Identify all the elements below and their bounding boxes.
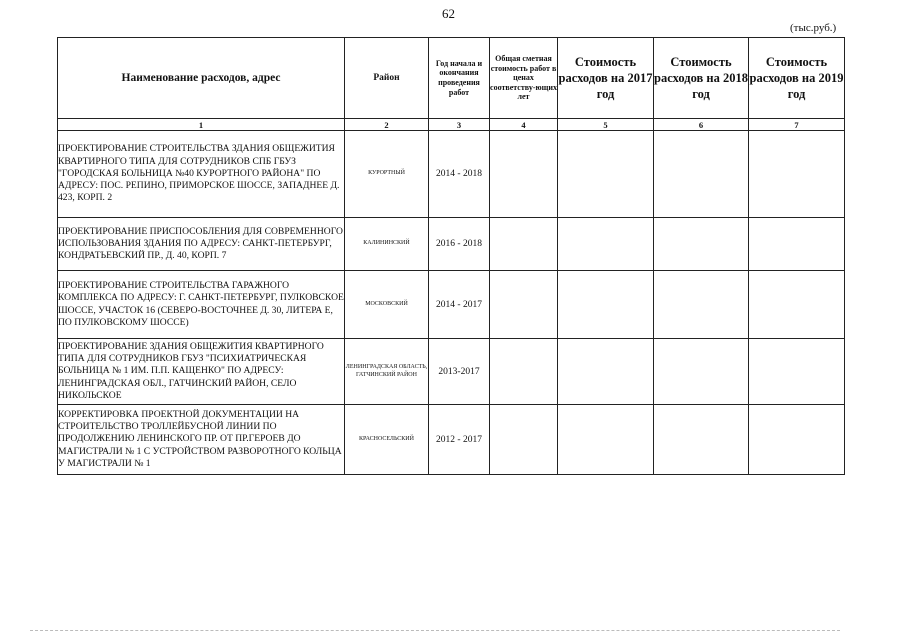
column-number: 3 (429, 119, 490, 131)
row-cost-2018-cell (654, 339, 749, 405)
row-cost-2017-cell (558, 271, 654, 339)
row-cost-2017-cell (558, 405, 654, 475)
row-years: 2014 - 2018 (429, 131, 490, 218)
row-years: 2016 - 2018 (429, 218, 490, 271)
row-name: ПРОЕКТИРОВАНИЕ СТРОИТЕЛЬСТВА ГАРАЖНОГО КОМПЛЕКСА ПО АДРЕСУ: Г. САНКТ-ПЕТЕРБУРГ, ПУЛКОВСКОЕ ШОССЕ, УЧАСТОК 16 (СЕВЕРО-ВОСТОЧНЕЕ Д. 30, ЛИТЕРА Е, ПО ПУЛКОВСКОМУ ШОССЕ) (58, 271, 345, 339)
header-years: Год начала и окончания проведения работ (429, 38, 490, 119)
row-name: КОРРЕКТИРОВКА ПРОЕКТНОЙ ДОКУМЕНТАЦИИ НА СТРОИТЕЛЬСТВО ТРОЛЛЕЙБУСНОЙ ЛИНИИ ПО ПРОДОЛЖЕНИЮ ЛЕНИНСКОГО ПР. ОТ ПР.ГЕРОЕВ ДО МАГИСТРАЛИ № 1 С УСТРОЙСТВОМ РАЗВОРОТНОГО КОЛЬЦА У МАГИСТРАЛИ № 1 (58, 405, 345, 475)
row-name: ПРОЕКТИРОВАНИЕ ПРИСПОСОБЛЕНИЯ ДЛЯ СОВРЕМЕННОГО ИСПОЛЬЗОВАНИЯ ЗДАНИЯ ПО АДРЕСУ: САНКТ-ПЕТЕРБУРГ, КОНДРАТЬЕВСКИЙ ПР., Д. 40, КОРП. 7 (58, 218, 345, 271)
row-years: 2013-2017 (429, 339, 490, 405)
table-row (58, 339, 845, 405)
column-number: 6 (654, 119, 749, 131)
row-cost-2019-cell (749, 271, 845, 339)
row-cost-2017-cell (558, 131, 654, 218)
row-estimate-cell (490, 339, 558, 405)
row-cost-2019-cell (749, 131, 845, 218)
table-row (58, 218, 845, 271)
row-cost-2017-cell (558, 339, 654, 405)
header-cost-2018: Стоимость расходов на 2018 год (654, 38, 749, 119)
row-district: КУРОРТНЫЙ (345, 131, 429, 218)
table-row (58, 131, 845, 218)
row-cost-2018-cell (654, 131, 749, 218)
page-number: 62 (442, 6, 455, 21)
row-estimate-cell (490, 271, 558, 339)
row-district: ЛЕНИНГРАДСКАЯ ОБЛАСТЬ, ГАТЧИНСКИЙ РАЙОН (345, 339, 429, 405)
row-cost-2019-cell (749, 218, 845, 271)
scan-artifact-line (30, 630, 840, 632)
column-number: 5 (558, 119, 654, 131)
row-cost-2018-cell (654, 218, 749, 271)
header-estimate: Общая сметная стоимость работ в ценах соответству-ющих лет (490, 38, 558, 119)
column-number: 1 (58, 119, 345, 131)
row-estimate-cell (490, 131, 558, 218)
row-cost-2019-cell (749, 405, 845, 475)
row-cost-2018-cell (654, 405, 749, 475)
row-name: ПРОЕКТИРОВАНИЕ ЗДАНИЯ ОБЩЕЖИТИЯ КВАРТИРНОГО ТИПА ДЛЯ СОТРУДНИКОВ ГБУЗ "ПСИХИАТРИЧЕСКАЯ БОЛЬНИЦА № 1 ИМ. П.П. КАЩЕНКО" ПО АДРЕСУ: ЛЕНИНГРАДСКАЯ ОБЛ., ГАТЧИНСКИЙ РАЙОН, СЕЛО НИКОЛЬСКОЕ (58, 339, 345, 405)
table-row (58, 405, 845, 475)
row-name: ПРОЕКТИРОВАНИЕ СТРОИТЕЛЬСТВА ЗДАНИЯ ОБЩЕЖИТИЯ КВАРТИРНОГО ТИПА ДЛЯ СОТРУДНИКОВ СПБ ГБУЗ "ГОРОДСКАЯ БОЛЬНИЦА №40 КУРОРТНОГО РАЙОНА" ПО АДРЕСУ: ПОС. РЕПИНО, ПРИМОРСКОЕ ШОССЕ, ЗАПАДНЕЕ Д. 423, КОРП. 2 (58, 131, 345, 218)
row-cost-2019-cell (749, 339, 845, 405)
header-row (58, 38, 845, 119)
row-district: КАЛИНИНСКИЙ (345, 218, 429, 271)
row-estimate-cell (490, 218, 558, 271)
units-label: (тыс.руб.) (790, 22, 837, 34)
row-cost-2018-cell (654, 271, 749, 339)
column-number: 4 (490, 119, 558, 131)
row-district: МОСКОВСКИЙ (345, 271, 429, 339)
row-years: 2014 - 2017 (429, 271, 490, 339)
row-cost-2017-cell (558, 218, 654, 271)
row-estimate-cell (490, 405, 558, 475)
header-name: Наименование расходов, адрес (58, 38, 345, 119)
header-district: Район (345, 38, 429, 119)
header-cost-2017: Стоимость расходов на 2017 год (558, 38, 654, 119)
row-district: КРАСНОСЕЛЬСКИЙ (345, 405, 429, 475)
expenses-table (57, 37, 845, 475)
header-cost-2019: Стоимость расходов на 2019 год (749, 38, 845, 119)
column-number: 7 (749, 119, 845, 131)
column-number: 2 (345, 119, 429, 131)
table-row (58, 271, 845, 339)
row-years: 2012 - 2017 (429, 405, 490, 475)
column-numbers-row (58, 119, 845, 131)
